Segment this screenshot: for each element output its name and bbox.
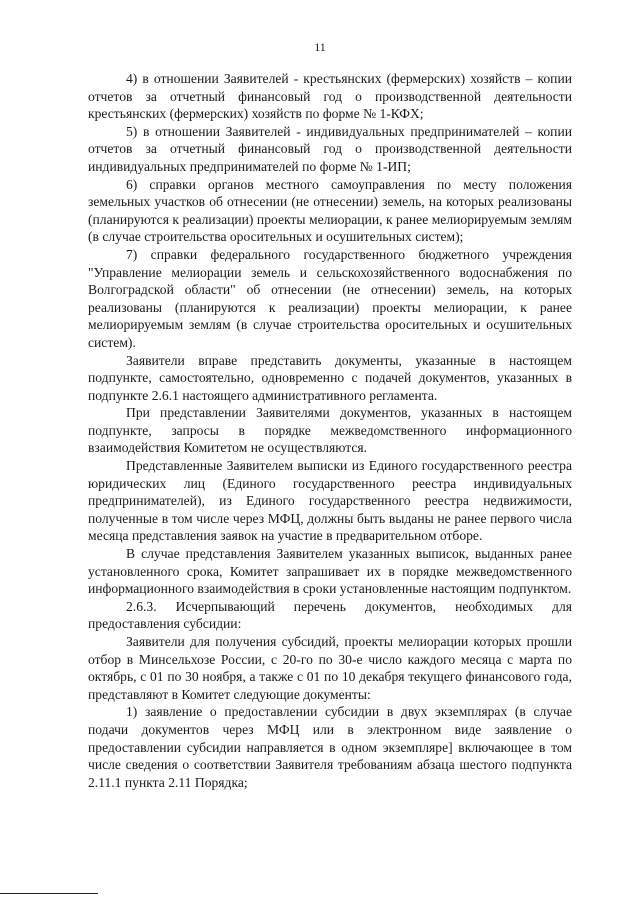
footnote-separator-line [0, 893, 98, 894]
paragraph-submission-schedule: Заявители для получения субсидий, проекты мелиорации которых прошли отбор в Минсельхозе России, с 20-го по 30-е число каждого месяца с марта по октябрь, с 01 по 30 ноября, а также с 01 по 10 декабря текущего финансового года, представляют в Комитет следующие документы: [88, 634, 572, 702]
paragraph-early-extracts: В случае представления Заявителем указанных выписок, выданных ранее установленного срока, Комитет запрашивает их в порядке межведомственного информационного взаимодействия в сроки установленные настоящим подпунктом. [88, 546, 572, 597]
paragraph-no-interagency-requests: При представлении Заявителями документов, указанных в настоящем подпункте, запросы в порядке межведомственного информационного взаимодействия Комитетом не осуществляются. [88, 405, 572, 456]
paragraph-applicant-right: Заявители вправе представить документы, указанные в настоящем подпункте, самостоятельно, одновременно с подачей документов, указанных в подпункте 2.6.1 настоящего административного регламента. [88, 352, 572, 403]
document-body [88, 70, 572, 791]
paragraph-item-5-ip: 5) в отношении Заявителей - индивидуальных предпринимателей – копии отчетов за отчетный финансовый год о производственной деятельности индивидуальных предпринимателей по форме № 1-ИП; [88, 123, 572, 174]
page-number: 11 [314, 40, 326, 54]
paragraph-item-6-local-certificates: 6) справки органов местного самоуправления по месту положения земельных участков об отнесении (не отнесении) земель, на которых реализованы (планируются к реализации) проекты мелиорации, к ранее мелиорируемым землям (в случае строительства оросительных и осушительных систем); [88, 176, 572, 245]
paragraph-item-1-application: 1) заявление о предоставлении субсидии в двух экземплярах (в случае подачи документов через МФЦ или в электронном виде заявление о предоставлении субсидии направляется в одном экземпляре] включающее в том числе сведения о соответствии Заявителя требованиям абзаца шестого подпункта 2.11.1 пункта 2.11 Порядка; [88, 704, 572, 790]
paragraph-item-7-federal-certificates: 7) справки федерального государственного бюджетного учреждения "Управление мелиорации земель и сельскохозяйственного водоснабжения по Волгоградской области" об отнесении (не отнесении) земель, на которых реализованы (планируются к реализации) проекты мелиорации, к ранее мелиорируемым землям (в случае строительства оросительных и осушительных систем). [88, 246, 572, 350]
paragraph-registry-extracts: Представленные Заявителем выписки из Единого государственного реестра юридических лиц (Единого государственного реестра индивидуальных предпринимателей), из Единого государственного реестра недвижимости, полученные в том числе через МФЦ, должны быть выданы не ранее первого числа месяца представления заявок на участие в предварительном отборе. [88, 458, 572, 544]
section-heading-2-6-3: 2.6.3. Исчерпывающий перечень документов, необходимых для предоставления субсидии: [88, 598, 572, 632]
paragraph-item-4-kfh: 4) в отношении Заявителей - крестьянских (фермерских) хозяйств – копии отчетов за отчетный финансовый год о производственной деятельности крестьянских (фермерских) хозяйств по форме № 1-КФХ; [88, 71, 572, 122]
